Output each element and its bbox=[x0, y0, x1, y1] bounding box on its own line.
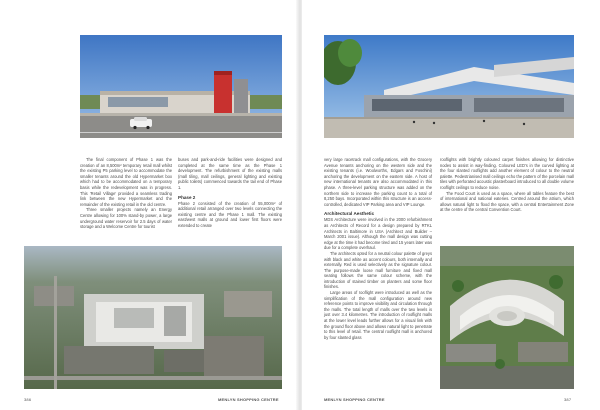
left-col2-para-1: buses and park-and-ride facilities were designed and completed at the same time as the Phase 1 development. The refurbishment of the existing malls (mall tiling, mall ceilings, general lighting and existing public toilets) commenced towards the tail end of Phase 1. bbox=[178, 157, 282, 190]
phase-2-heading: Phase 2 bbox=[178, 194, 196, 200]
left-footer-title: MENLYN SHOPPING CENTRE bbox=[218, 397, 279, 402]
entrance-canopy-photo bbox=[324, 35, 574, 138]
right-col1-para-3: The architects opted for a neutral colour palette of greys with black and white as accent colours, both internally and externally. Red is used selectively as the signature colour. The purpose-made loose mall furniture and fixed mall seating follows the same colour scheme, with the introduction of stained timber on planters and some floor finishes. bbox=[324, 250, 432, 290]
left-col2-para-2: Phase 2 consisted of the creation of 55,000m² of additional retail arranged over two levels connecting the existing centre and the Phase 1 mall. The existing east/west malls at ground and lower first floors were extended to create bbox=[178, 200, 282, 228]
right-page bbox=[302, 0, 600, 410]
aerial-photo-mall-left bbox=[24, 246, 282, 389]
left-col-1 bbox=[80, 157, 172, 230]
left-col1-para-2: Three smaller projects namely an Energy Centre allowing for 100% stand-by power, a large underground water reservoir for 2.5 days of water storage and a Welcome Centre for tourist bbox=[80, 207, 172, 230]
right-footer-title: MENLYN SHOPPING CENTRE bbox=[324, 397, 385, 402]
aerial-photo-mall-right bbox=[440, 246, 574, 389]
right-col2-para-2: The Food Court is used as a space, where all tables feature the best of international and national eateries. Centred around the atrium, which allows natural light to flood the space, with a central Entertainment Zone at the centre of the central Convention Court. bbox=[440, 190, 574, 213]
right-col1-para-4: Large areas of rooflight were introduced as well as the simplification of the mall configuration around new reference points to improve visibility and circulation through the malls. The total length of malls over the two levels is just over 3.4 kilometres. The introduction of rooflight malls at the lower level leads further allows for a visual link with the ground floor above and allows natural light to penetrate to this level of retail. The central rooflight mall is anchored by four slanted glass bbox=[324, 290, 432, 340]
exterior-photo-red-tower bbox=[80, 35, 282, 138]
left-page-number: 386 bbox=[24, 397, 32, 402]
left-page bbox=[0, 0, 298, 410]
left-col1-para-1: The final component of Phase 1 was the creation of an 8,500m² temporary retail mall whilst the existing P5 parking level to accommodate the smaller tenants around the old Hypermarket box which had to be accommodated on a temporary basis while the redevelopment was in progress. This ‘Retail Village’ provided a seamless trading link between the new Hypermarket and the remainder of the existing retail in the old centre. bbox=[80, 157, 172, 207]
right-col1-para-2: MDS Architecture were involved in the 2000 refurbishment as Architects of Record for a design prepared by RTKL Architects in Baltimore in USA (Architect and Builder – March 2001 issue). Although the mall design was cutting edge at the time it had become tired and 15 years later was due for a complete overhaul. bbox=[324, 217, 432, 251]
right-col-1 bbox=[324, 157, 432, 340]
right-page-number: 387 bbox=[564, 397, 572, 402]
right-col-2 bbox=[440, 157, 574, 213]
right-col1-para-1: very large racetrack mall configurations, with the Grocery Avenue tenants anchoring on the western side and the existing tenants (i.e. Woolworths, Edgars and Foschini) anchoring the development on the eastern side. A host of new international tenants are also accommodated in this phase. A three-level parking structure was added on the northern side to increase the parking count to a total of 8,250 bays. Incorporated within this structure is an access-controlled, dedicated VIP Parking area and VIP Lounge. bbox=[324, 157, 432, 207]
left-col-2 bbox=[178, 157, 282, 229]
architectural-aesthetic-heading: Architectural Aesthetic bbox=[324, 211, 375, 217]
right-col2-para-1: rooflights with brightly coloured carpet finishes allowing for distinctive nodes to assist in way-finding. Coloured LED’s in the curved lighting at the four slanted rooflights add another element of colour to the neutral palette. Pedestrianised mall ceilings echo the pattern of the porcelain mall tiles with perforated acoustic plasterboard introduced to all double volume rooflight ceilings to reduce noise. bbox=[440, 157, 574, 190]
